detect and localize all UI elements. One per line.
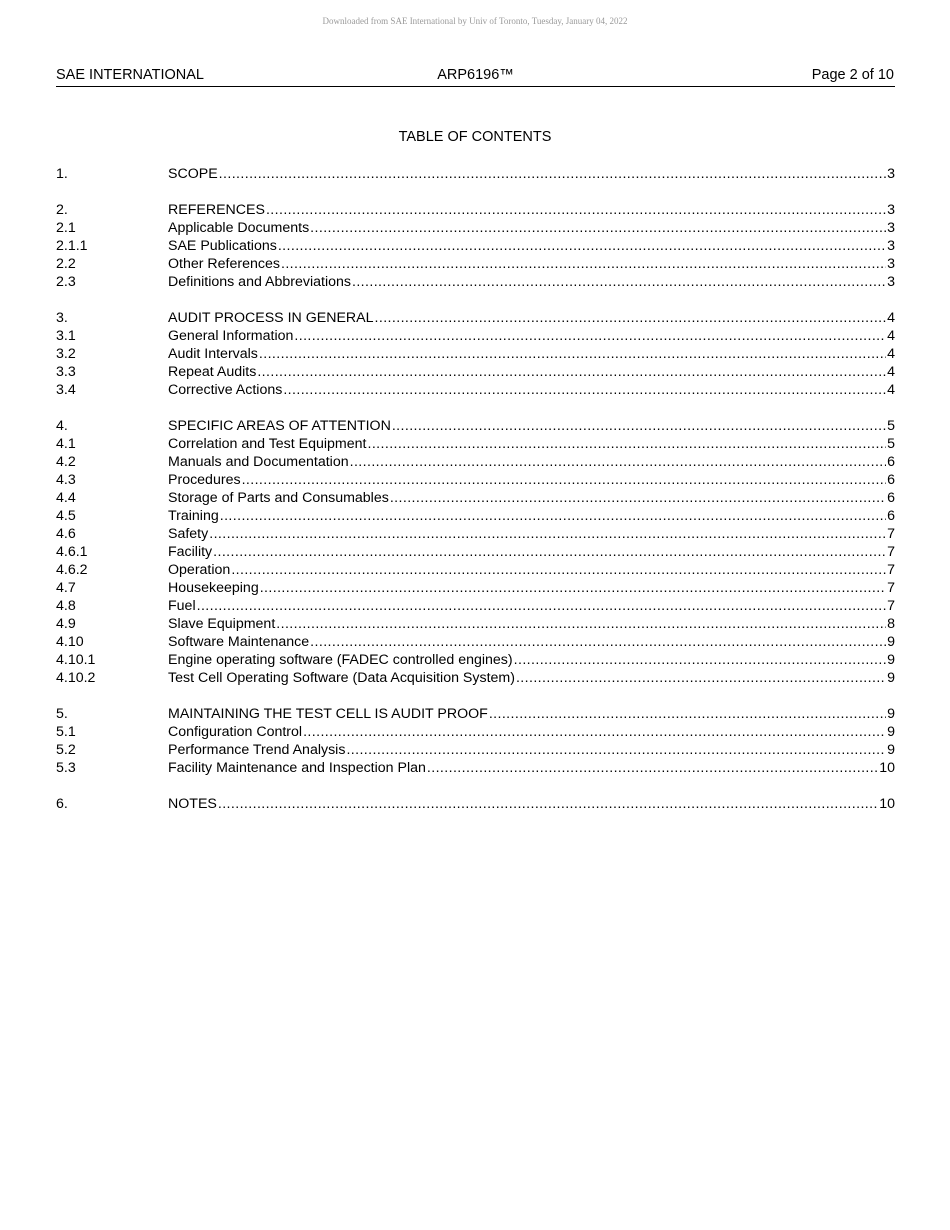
toc-dot-leader	[310, 219, 886, 237]
toc-entry-number: 2.2	[56, 256, 76, 272]
toc-entry-page: 7	[887, 580, 895, 596]
toc-entry-page: 9	[887, 742, 895, 758]
toc-entry-page: 3	[887, 166, 895, 182]
toc-dot-leader	[219, 165, 886, 183]
toc-entry-number: 4.4	[56, 490, 76, 506]
toc-entry[interactable]	[56, 327, 895, 345]
toc-dot-leader	[294, 327, 886, 345]
toc-entry-page: 3	[887, 202, 895, 218]
toc-entry[interactable]	[56, 597, 895, 615]
toc-dot-leader	[231, 561, 886, 579]
toc-section-group	[56, 201, 895, 291]
toc-entry-page: 4	[887, 310, 895, 326]
toc-section-group	[56, 795, 895, 813]
toc-entry-page: 6	[887, 454, 895, 470]
toc-entry-number: 3.2	[56, 346, 76, 362]
header-publisher: SAE INTERNATIONAL	[56, 67, 204, 83]
toc-entry-page: 6	[887, 472, 895, 488]
toc-entry[interactable]	[56, 363, 895, 381]
toc-entry-page: 7	[887, 526, 895, 542]
toc-entry-page: 7	[887, 562, 895, 578]
toc-entry-number: 5.	[56, 706, 68, 722]
toc-dot-leader	[310, 633, 886, 651]
toc-entry-title[interactable]: Storage of Parts and Consumables	[168, 490, 389, 506]
toc-entry-title[interactable]: General Information	[168, 328, 294, 344]
toc-dot-leader	[514, 651, 886, 669]
toc-dot-leader	[390, 489, 886, 507]
toc-heading: TABLE OF CONTENTS	[398, 129, 552, 145]
toc-entry-number: 4.10	[56, 634, 84, 650]
header-document-id: ARP6196™	[437, 67, 514, 83]
toc-entry-title[interactable]: Manuals and Documentation	[168, 454, 349, 470]
toc-entry-number: 4.6.2	[56, 562, 88, 578]
toc-entry-title[interactable]: Facility Maintenance and Inspection Plan	[168, 760, 426, 776]
toc-entry[interactable]	[56, 561, 895, 579]
toc-dot-leader	[278, 237, 886, 255]
toc-entry-number: 2.3	[56, 274, 76, 290]
toc-entry-title[interactable]: MAINTAINING THE TEST CELL IS AUDIT PROOF	[168, 706, 488, 722]
toc-entry-number: 4.8	[56, 598, 76, 614]
toc-dot-leader	[392, 417, 886, 435]
toc-entry[interactable]	[56, 615, 895, 633]
toc-entry[interactable]	[56, 219, 895, 237]
toc-entry-page: 10	[879, 760, 895, 776]
toc-entry-title[interactable]: NOTES	[168, 796, 217, 812]
toc-entry-number: 4.3	[56, 472, 76, 488]
toc-dot-leader	[276, 615, 886, 633]
table-of-contents	[56, 165, 895, 831]
toc-entry-title[interactable]: Performance Trend Analysis	[168, 742, 346, 758]
toc-entry-number: 3.4	[56, 382, 76, 398]
toc-entry-page: 9	[887, 670, 895, 686]
toc-dot-leader	[218, 795, 878, 813]
toc-entry-number: 4.10.1	[56, 652, 96, 668]
toc-dot-leader	[260, 579, 886, 597]
toc-entry-number: 4.6.1	[56, 544, 88, 560]
toc-entry-title[interactable]: Other References	[168, 256, 280, 272]
toc-entry-title[interactable]: Applicable Documents	[168, 220, 310, 236]
toc-entry[interactable]	[56, 669, 895, 687]
toc-entry-number: 3.	[56, 310, 68, 326]
toc-entry-page: 8	[887, 616, 895, 632]
toc-entry[interactable]	[56, 741, 895, 759]
toc-entry-title[interactable]: Training	[168, 508, 219, 524]
toc-entry[interactable]	[56, 705, 895, 723]
toc-entry-page: 4	[887, 364, 895, 380]
toc-entry-page: 5	[887, 436, 895, 452]
toc-entry-title[interactable]: Audit Intervals	[168, 346, 258, 362]
toc-entry-title[interactable]: Correlation and Test Equipment	[168, 436, 367, 452]
toc-dot-leader	[266, 201, 886, 219]
toc-dot-leader	[242, 471, 887, 489]
toc-entry-page: 3	[887, 238, 895, 254]
toc-dot-leader	[350, 453, 887, 471]
toc-entry-page: 3	[887, 274, 895, 290]
toc-entry[interactable]	[56, 579, 895, 597]
toc-entry[interactable]	[56, 165, 895, 183]
toc-entry-page: 9	[887, 652, 895, 668]
toc-dot-leader	[489, 705, 886, 723]
toc-entry[interactable]	[56, 273, 895, 291]
toc-entry-number: 4.5	[56, 508, 76, 524]
toc-entry[interactable]	[56, 543, 895, 561]
toc-entry[interactable]	[56, 453, 895, 471]
toc-entry[interactable]	[56, 471, 895, 489]
toc-entry[interactable]	[56, 633, 895, 651]
toc-entry-title[interactable]: Engine operating software (FADEC controlled engines)	[168, 652, 513, 668]
toc-dot-leader	[516, 669, 886, 687]
page-header	[56, 66, 895, 87]
toc-entry-number: 4.6	[56, 526, 76, 542]
toc-entry-title[interactable]: Corrective Actions	[168, 382, 283, 398]
toc-entry-title[interactable]: AUDIT PROCESS IN GENERAL	[168, 310, 374, 326]
toc-dot-leader	[283, 381, 886, 399]
toc-section-group	[56, 309, 895, 399]
toc-entry-title[interactable]: Test Cell Operating Software (Data Acquisition System)	[168, 670, 515, 686]
toc-entry-page: 3	[887, 256, 895, 272]
toc-dot-leader	[281, 255, 886, 273]
toc-entry-number: 2.	[56, 202, 68, 218]
toc-entry-title[interactable]: REFERENCES	[168, 202, 265, 218]
toc-dot-leader	[375, 309, 887, 327]
toc-section-group	[56, 705, 895, 777]
toc-entry-title[interactable]: Procedures	[168, 472, 241, 488]
toc-dot-leader	[346, 741, 886, 759]
toc-entry-page: 9	[887, 634, 895, 650]
toc-entry-number: 4.9	[56, 616, 76, 632]
toc-entry-page: 5	[887, 418, 895, 434]
toc-dot-leader	[303, 723, 886, 741]
toc-entry-title[interactable]: SAE Publications	[168, 238, 277, 254]
toc-entry-page: 7	[887, 544, 895, 560]
toc-entry-title[interactable]: Configuration Control	[168, 724, 303, 740]
toc-entry-page: 4	[887, 346, 895, 362]
toc-entry[interactable]	[56, 651, 895, 669]
toc-dot-leader	[427, 759, 878, 777]
toc-entry-number: 5.2	[56, 742, 76, 758]
toc-dot-leader	[259, 345, 886, 363]
toc-dot-leader	[220, 507, 886, 525]
toc-entry-number: 3.1	[56, 328, 76, 344]
toc-entry-page: 7	[887, 598, 895, 614]
toc-entry[interactable]	[56, 435, 895, 453]
toc-entry-title[interactable]: Repeat Audits	[168, 364, 257, 380]
toc-dot-leader	[209, 525, 886, 543]
toc-entry-title[interactable]: Facility	[168, 544, 213, 560]
toc-dot-leader	[213, 543, 886, 561]
toc-entry[interactable]	[56, 795, 895, 813]
toc-entry-page: 6	[887, 508, 895, 524]
toc-entry-title[interactable]: Operation	[168, 562, 231, 578]
toc-entry-title[interactable]: Definitions and Abbreviations	[168, 274, 351, 290]
toc-entry[interactable]	[56, 759, 895, 777]
toc-entry-page: 4	[887, 328, 895, 344]
toc-entry[interactable]	[56, 723, 895, 741]
toc-entry[interactable]	[56, 309, 895, 327]
toc-dot-leader	[352, 273, 886, 291]
header-page-number: Page 2 of 10	[811, 67, 894, 83]
toc-dot-leader	[197, 597, 887, 615]
toc-section-group	[56, 165, 895, 183]
toc-entry-page: 4	[887, 382, 895, 398]
toc-entry[interactable]	[56, 507, 895, 525]
toc-entry[interactable]	[56, 489, 895, 507]
toc-entry-number: 4.7	[56, 580, 76, 596]
toc-entry-number: 5.3	[56, 760, 76, 776]
toc-dot-leader	[367, 435, 886, 453]
toc-entry-number: 4.2	[56, 454, 76, 470]
toc-entry[interactable]	[56, 417, 895, 435]
toc-dot-leader	[257, 363, 886, 381]
toc-entry-page: 9	[887, 706, 895, 722]
toc-entry-title[interactable]: Housekeeping	[168, 580, 259, 596]
toc-entry-page: 3	[887, 220, 895, 236]
toc-entry[interactable]	[56, 237, 895, 255]
toc-entry-number: 4.	[56, 418, 68, 434]
toc-entry-number: 2.1.1	[56, 238, 88, 254]
toc-entry-title[interactable]: SPECIFIC AREAS OF ATTENTION	[168, 418, 391, 434]
toc-entry-number: 4.10.2	[56, 670, 96, 686]
toc-entry-title[interactable]: Fuel	[168, 598, 196, 614]
toc-entry-title[interactable]: Safety	[168, 526, 209, 542]
toc-entry-number: 4.1	[56, 436, 76, 452]
toc-entry-title[interactable]: Software Maintenance	[168, 634, 310, 650]
toc-entry-page: 6	[887, 490, 895, 506]
toc-entry[interactable]	[56, 345, 895, 363]
download-watermark: Downloaded from SAE International by Univ of Toronto, Tuesday, January 04, 2022	[322, 16, 628, 26]
toc-entry-number: 2.1	[56, 220, 76, 236]
toc-entry-page: 9	[887, 724, 895, 740]
toc-entry-number: 3.3	[56, 364, 76, 380]
toc-entry-page: 10	[879, 796, 895, 812]
toc-entry-number: 1.	[56, 166, 68, 182]
toc-entry-title[interactable]: Slave Equipment	[168, 616, 276, 632]
toc-entry-number: 5.1	[56, 724, 76, 740]
toc-entry[interactable]	[56, 201, 895, 219]
toc-entry-number: 6.	[56, 796, 68, 812]
toc-entry[interactable]	[56, 381, 895, 399]
toc-entry-title[interactable]: SCOPE	[168, 166, 218, 182]
toc-entry[interactable]	[56, 255, 895, 273]
toc-section-group	[56, 417, 895, 687]
toc-entry[interactable]	[56, 525, 895, 543]
